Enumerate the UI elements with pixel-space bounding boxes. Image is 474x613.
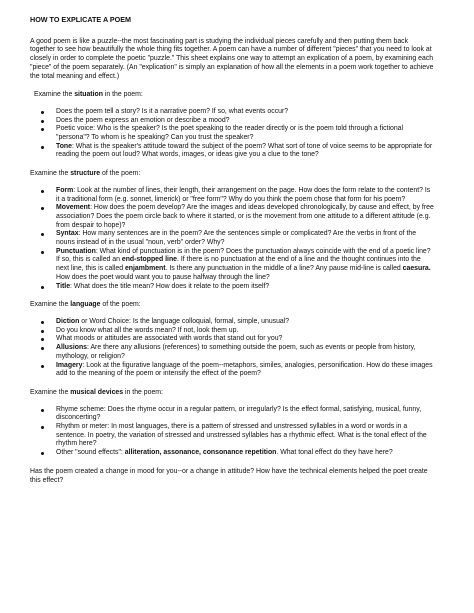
heading-keyword: language: [70, 301, 101, 309]
heading-keyword: structure: [70, 170, 101, 178]
situation-heading: [34, 91, 434, 100]
document-title: HOW TO EXPLICATE A POEM: [30, 15, 132, 24]
item-text: Poetic voice: Who is the speaker? Is the poet speaking to the reader directly or is the poem told through a fictional "persona"? To whom is he speaking? Can you trust the speaker?: [56, 125, 404, 142]
list-item: [30, 248, 434, 283]
item-text: : How does the poem develop? Are the images and ideas developed chronologically, by cause and effect, by free association? Does the poem circle back to where it started, or is the movement from one attitude to a different attitude (e.g. from despair to hope)?: [56, 204, 434, 229]
item-term: caesura.: [402, 265, 431, 273]
list-item: [30, 344, 434, 361]
item-text: What moods or attitudes are associated with words that stand out for you?: [56, 335, 283, 343]
item-text: : Look at the figurative language of the poem--metaphors, similes, analogies, personification. How do these images add to the meaning of the poem or intensify the effect of the poem?: [56, 361, 433, 378]
item-term: alliteration, assonance, consonance repetition: [124, 449, 277, 457]
item-text: . What tonal effect do they have here?: [276, 449, 393, 457]
heading-post: in the poem:: [102, 91, 143, 99]
heading-post: of the poem:: [100, 170, 141, 178]
item-text: Rhythm or meter: In most languages, there is a pattern of stressed and unstressed syllables in a word or words in a sentence. In poetry, the variation of stressed and unstressed syllables has a rhythmic effect. What is the tonal effect of the rhythm here?: [56, 423, 427, 448]
heading-keyword: situation: [74, 91, 103, 99]
item-term: Movement: [56, 204, 91, 212]
situation-list: [30, 108, 434, 160]
item-term: Punctuation: [56, 247, 96, 255]
item-text: Do you know what all the words mean? If not, look them up.: [56, 326, 239, 334]
language-heading: [30, 301, 434, 310]
list-item: [30, 143, 434, 160]
item-term: Allusions: [56, 344, 88, 352]
item-text: : What kind of punctuation is in the poem? Does the punctuation always coincide with the end of a poetic line? If so, this is called an: [56, 247, 431, 264]
item-term: end-stopped line: [121, 256, 178, 264]
musical-heading: [30, 389, 434, 398]
list-item: [30, 117, 434, 126]
heading-pre: Examine the: [34, 91, 75, 99]
item-text: . If there is no punctuation at the end of a line and the thought continues into the next line, this is called: [56, 256, 421, 273]
structure-heading: [30, 170, 434, 179]
heading-pre: Examine the: [30, 301, 71, 309]
item-term: Title: [56, 282, 71, 290]
item-text: : What is the speaker's attitude toward the subject of the poem? What sort of tone of voice seems to be appropriate for reading the poem out loud? What words, images, or ideas give you a clue to the tone?: [56, 142, 433, 159]
list-item: [30, 406, 434, 423]
item-text: Does the poem tell a story? Is it a narrative poem? If so, what events occur?: [56, 107, 289, 115]
list-item: [30, 449, 434, 458]
item-term: Imagery: [56, 361, 83, 369]
closing-paragraph: Has the poem created a change in mood for you--or a change in attitude? How have the technical elements helped the poet create this effect?: [30, 467, 428, 484]
heading-keyword: musical devices: [70, 388, 124, 396]
list-item: [30, 230, 434, 247]
item-term: Form: [56, 186, 74, 194]
item-text: : Look at the number of lines, their length, their arrangement on the page. How does the form relate to the content? Is it a traditional form (e.g. sonnet, limerick) or "free form"? Why do you think the poem chose that form for his poem?: [56, 186, 431, 203]
musical-list: [30, 406, 434, 458]
item-term: enjambment: [124, 265, 166, 273]
list-item: [30, 335, 434, 344]
list-item: [30, 362, 434, 379]
structure-list: [30, 187, 434, 291]
item-text: or Word Choice: Is the language colloquial, formal, simple, unusual?: [79, 317, 290, 325]
item-term: Diction: [56, 317, 80, 325]
item-term: Tone: [56, 142, 72, 150]
item-text: : How many sentences are in the poem? Are the sentences simple or complicated? Are the verbs in front of the nouns instead of in the usual "noun, verb" order? Why?: [56, 230, 417, 247]
item-text: Rhyme scheme: Does the rhyme occur in a regular pattern, or irregularly? Is the effect formal, satisfying, musical, funny, disconcerting?: [56, 405, 422, 422]
item-text: How does the poet would want you to pause halfway through the line?: [56, 273, 270, 281]
list-item: [30, 283, 434, 292]
list-item: [30, 318, 434, 327]
heading-post: in the poem:: [123, 388, 163, 396]
heading-pre: Examine the: [30, 170, 71, 178]
item-term: Syntax: [56, 230, 79, 238]
list-item: [30, 187, 434, 204]
list-item: [30, 204, 434, 230]
intro-paragraph: A good poem is like a puzzle--the most fascinating part is studying the individual pieces carefully and then putting them back together to see how beautifully the whole thing fits together. A poem can have a number of different "pieces" that you need to look at closely in order to complete the poetic "puzzle." This sheet explains one way to attempt an explication of a poem, by examining each "piece" of the poem separately. (An "explication" is simply an explanation of how all the elements in a poem work together to achieve the total meaning and effect.): [30, 37, 434, 80]
list-item: [30, 423, 434, 449]
item-text: Other "sound effects":: [56, 449, 125, 457]
language-list: [30, 318, 434, 379]
item-text: Does the poem express an emotion or describe a mood?: [56, 116, 230, 124]
heading-pre: Examine the: [30, 388, 71, 396]
item-text: . Is there any punctuation in the middle of a line? Any pause mid-line is called: [165, 265, 403, 273]
list-item: [30, 125, 434, 142]
list-item: [30, 108, 434, 117]
item-text: : Are there any allusions (references) to something outside the poem, such as events or people from history, mythology, or religion?: [56, 344, 416, 360]
list-item: [30, 327, 434, 336]
item-text: : What does the title mean? How does it relate to the poem itself?: [70, 282, 270, 290]
heading-post: of the poem:: [100, 301, 141, 309]
